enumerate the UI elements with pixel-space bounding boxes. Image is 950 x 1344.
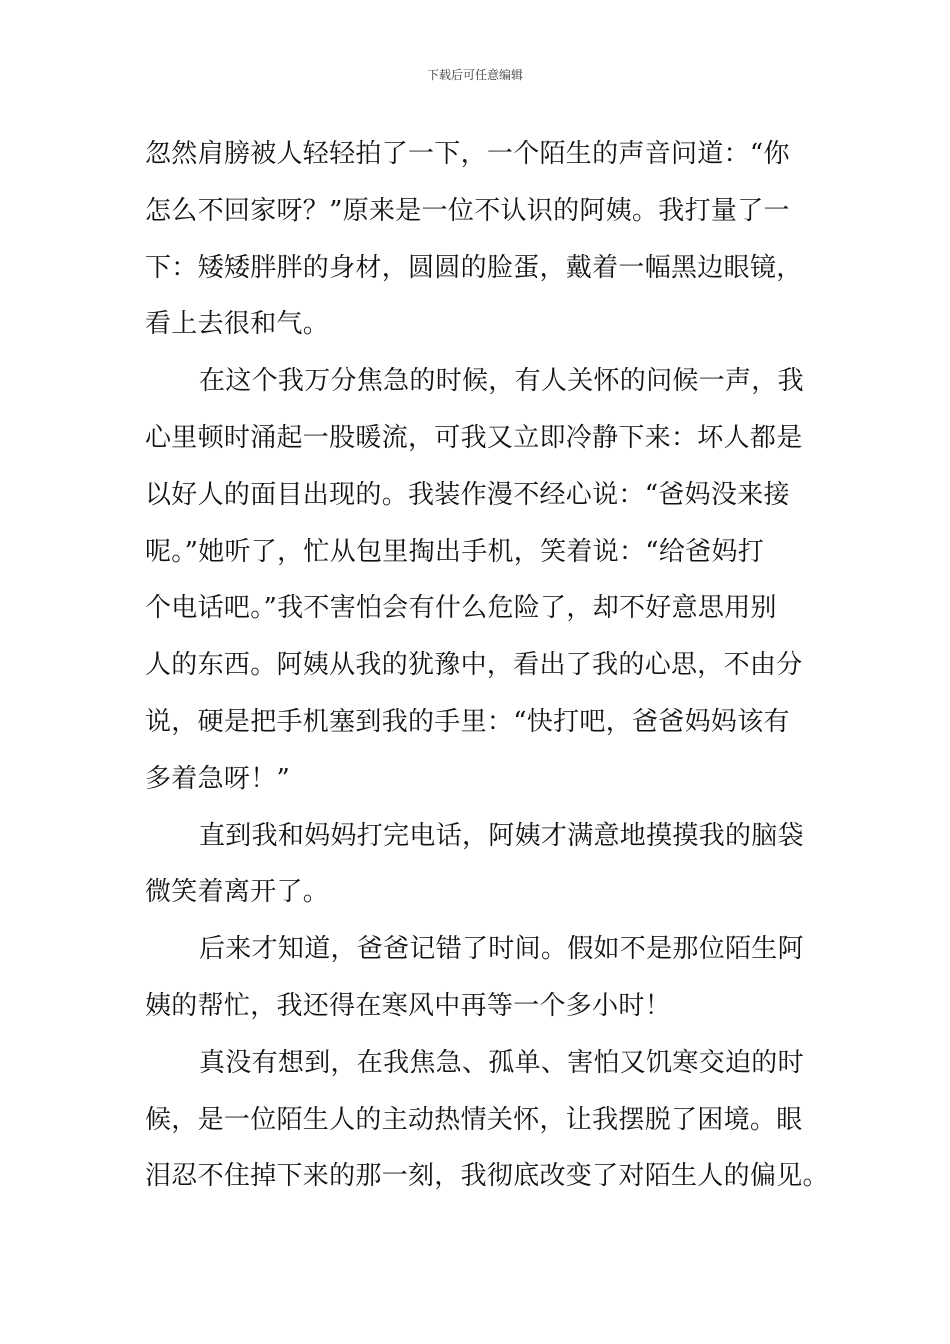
text-line: 说，硬是把手机塞到我的手里：“快打吧，爸爸妈妈该有 — [145, 706, 790, 737]
text-line: 在这个我万分焦急的时候，有人关怀的问候一声，我 — [199, 366, 804, 397]
text-line: 微笑着离开了。 — [145, 877, 330, 908]
text-line: 直到我和妈妈打完电话，阿姨才满意地摸摸我的脑袋 — [199, 820, 804, 851]
text-line: 看上去很和气。 — [145, 309, 330, 340]
text-line: 多着急呀！” — [145, 763, 291, 794]
text-line: 呢。”她听了，忙从包里掏出手机，笑着说：“给爸妈打 — [145, 536, 765, 567]
text-line: 个电话吧。”我不害怕会有什么危险了，却不好意思用别 — [145, 593, 777, 624]
header-note: 下载后可任意编辑 — [426, 68, 523, 82]
text-line: 以好人的面目出现的。我装作漫不经心说：“爸妈没来接 — [145, 479, 790, 510]
text-line: 人的东西。阿姨从我的犹豫中，看出了我的心思，不由分 — [145, 650, 803, 681]
document-body — [145, 126, 829, 1205]
text-line: 真没有想到，在我焦急、孤单、害怕又饥寒交迫的时 — [199, 1047, 804, 1078]
text-line: 怎么不回家呀？”原来是一位不认识的阿姨。我打量了一 — [145, 195, 790, 226]
text-line: 候，是一位陌生人的主动热情关怀，让我摆脱了困境。眼 — [145, 1104, 803, 1135]
text-line: 心里顿时涌起一股暖流，可我又立即冷静下来：坏人都是 — [145, 422, 803, 453]
text-line: 泪忍不住掉下来的那一刻，我彻底改变了对陌生人的偏见。 — [145, 1161, 829, 1192]
text-line: 姨的帮忙，我还得在寒风中再等一个多小时！ — [145, 990, 672, 1021]
text-line: 后来才知道，爸爸记错了时间。假如不是那位陌生阿 — [199, 934, 804, 965]
text-line: 忽然肩膀被人轻轻拍了一下，一个陌生的声音问道：“你 — [145, 139, 790, 169]
text-line: 下：矮矮胖胖的身材，圆圆的脸蛋，戴着一幅黑边眼镜， — [145, 252, 803, 283]
